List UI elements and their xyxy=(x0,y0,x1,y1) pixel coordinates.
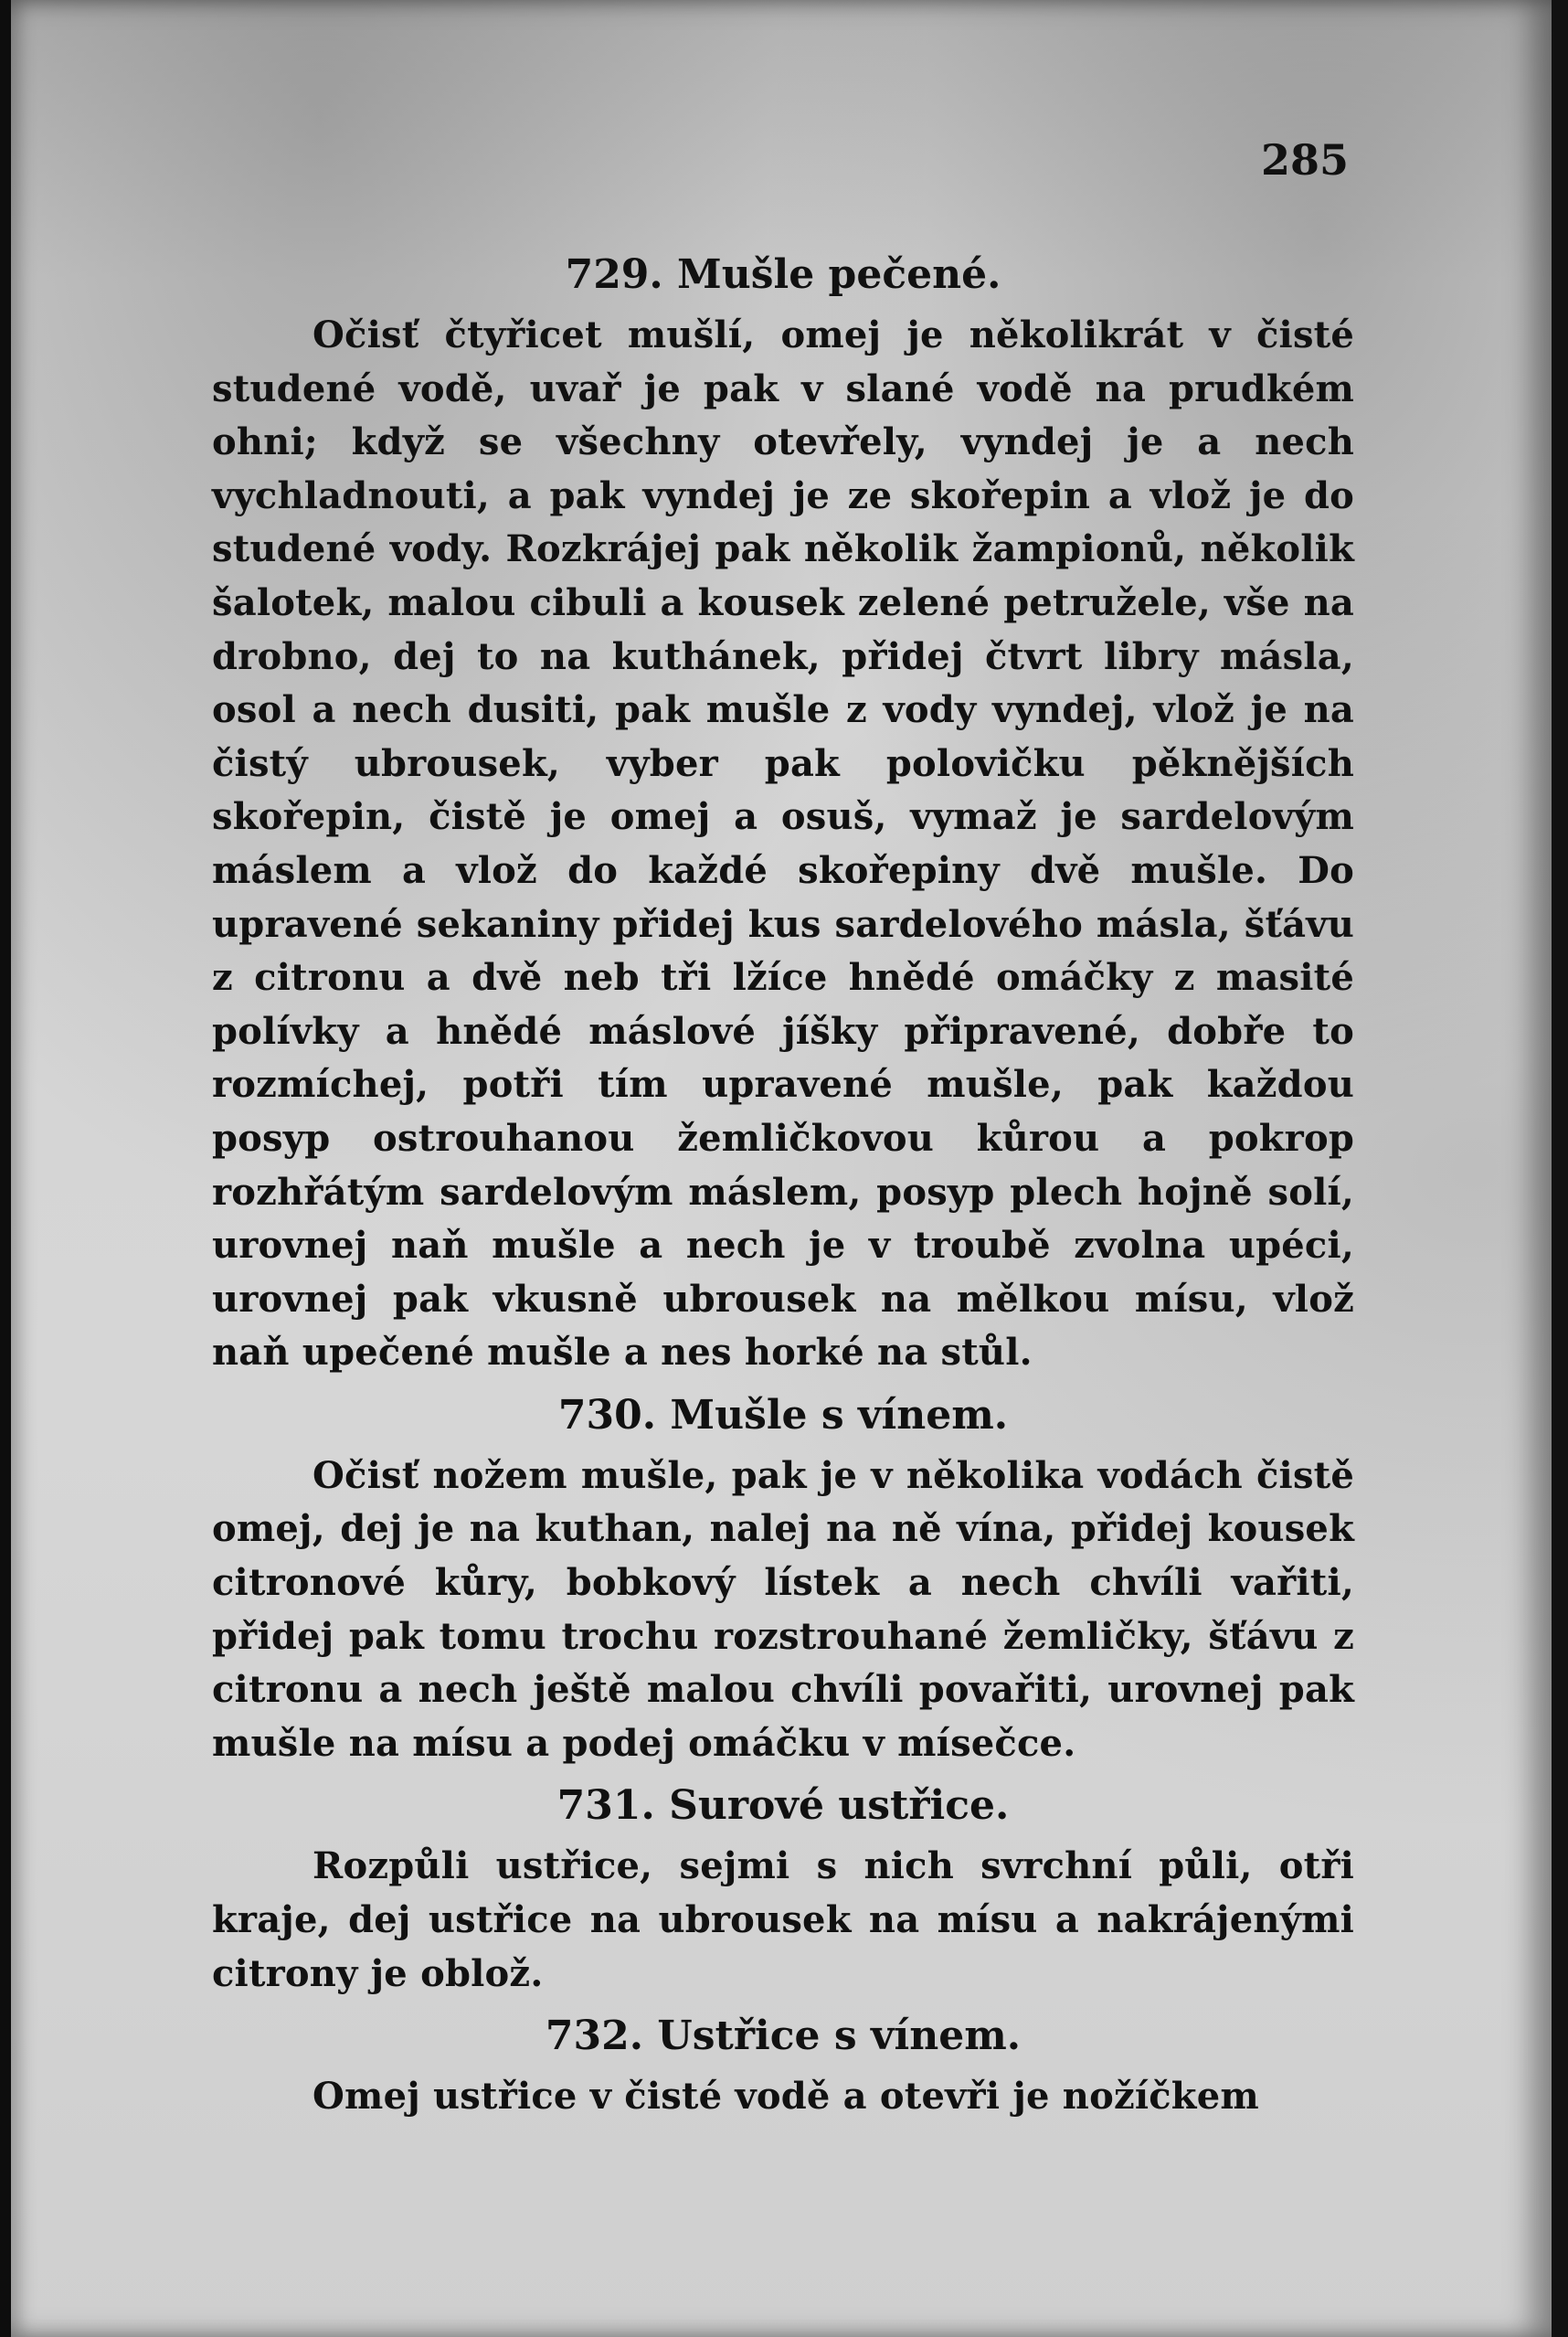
recipe-section xyxy=(212,1779,1354,2001)
recipe-section xyxy=(212,1389,1354,1771)
book-page xyxy=(11,0,1552,2337)
recipe-text: Očisť nožem mušle, pak je v několika vodách čistě omej, dej je na kuthan, nalej na ně vína, přidej kousek citronové kůry, bobkový lístek a nech chvíli vařiti, přidej pak tomu trochu rozstrouhané žemličky, šťávu z citronu a nech ještě malou chvíli povařiti, urovnej pak mušle na mísu a podej omáčku v mísečce. xyxy=(212,1453,1354,1765)
recipe-heading: 731. Surové ustřice. xyxy=(556,1782,1010,1830)
page-number: 285 xyxy=(1261,135,1350,185)
recipe-text: Omej ustřice v čisté vodě a otevři je nožíčkem xyxy=(313,2075,1259,2119)
page-content xyxy=(212,249,1354,2133)
recipe-text: Rozpůli ustřice, sejmi s nich svrchní půli, otři kraje, dej ustřice na ubrousek na mísu a nakrájenými citrony je oblož. xyxy=(212,1844,1354,1995)
recipe-section xyxy=(212,249,1354,1380)
recipe-text: Očisť čtyřicet mušlí, omej je několikrát v čisté studené vodě, uvař je pak v slané vodě na prudkém ohni; když se všechny otevřely, vyndej je a nech vychladnouti, a pak vyndej je ze skořepin a vlož je do studené vody. Rozkrájej pak několik žampionů, několik šalotek, malou cibuli a kousek zelené petružele, vše na drobno, dej to na kuthánek, přidej čtvrt libry másla, osol a nech dusiti, pak mušle z vody vyndej, vlož je na čistý ubrousek, vyber pak polovičku pěknějších skořepin, čistě je omej a osuš, vymaž je sardelovým máslem a vlož do každé skořepiny dvě mušle. Do upravené sekaniny přidej kus sardelového másla, šťávu z citronu a dvě neb tři lžíce hnědé omáčky z masité polívky a hnědé máslové jíšky připravené, dobře to rozmíchej, potři tím upravené mušle, pak každou posyp ostrouhanou žemličkovou kůrou a pokrop rozhřátým sardelovým máslem, posyp plech hojně solí, urovnej naň mušle a nech je v troubě zvolna upéci, urovnej pak vkusně ubrousek na mělkou mísu, vlož naň upečené mušle a nes horké na stůl. xyxy=(212,313,1354,1375)
recipe-heading: 730. Mušle s vínem. xyxy=(557,1391,1009,1439)
recipe-heading: 732. Ustřice s vínem. xyxy=(545,2013,1022,2060)
recipe-heading: 729. Mušle pečené. xyxy=(565,251,1001,298)
recipe-section xyxy=(212,2010,1354,2124)
scan-edge xyxy=(1552,0,1568,2337)
